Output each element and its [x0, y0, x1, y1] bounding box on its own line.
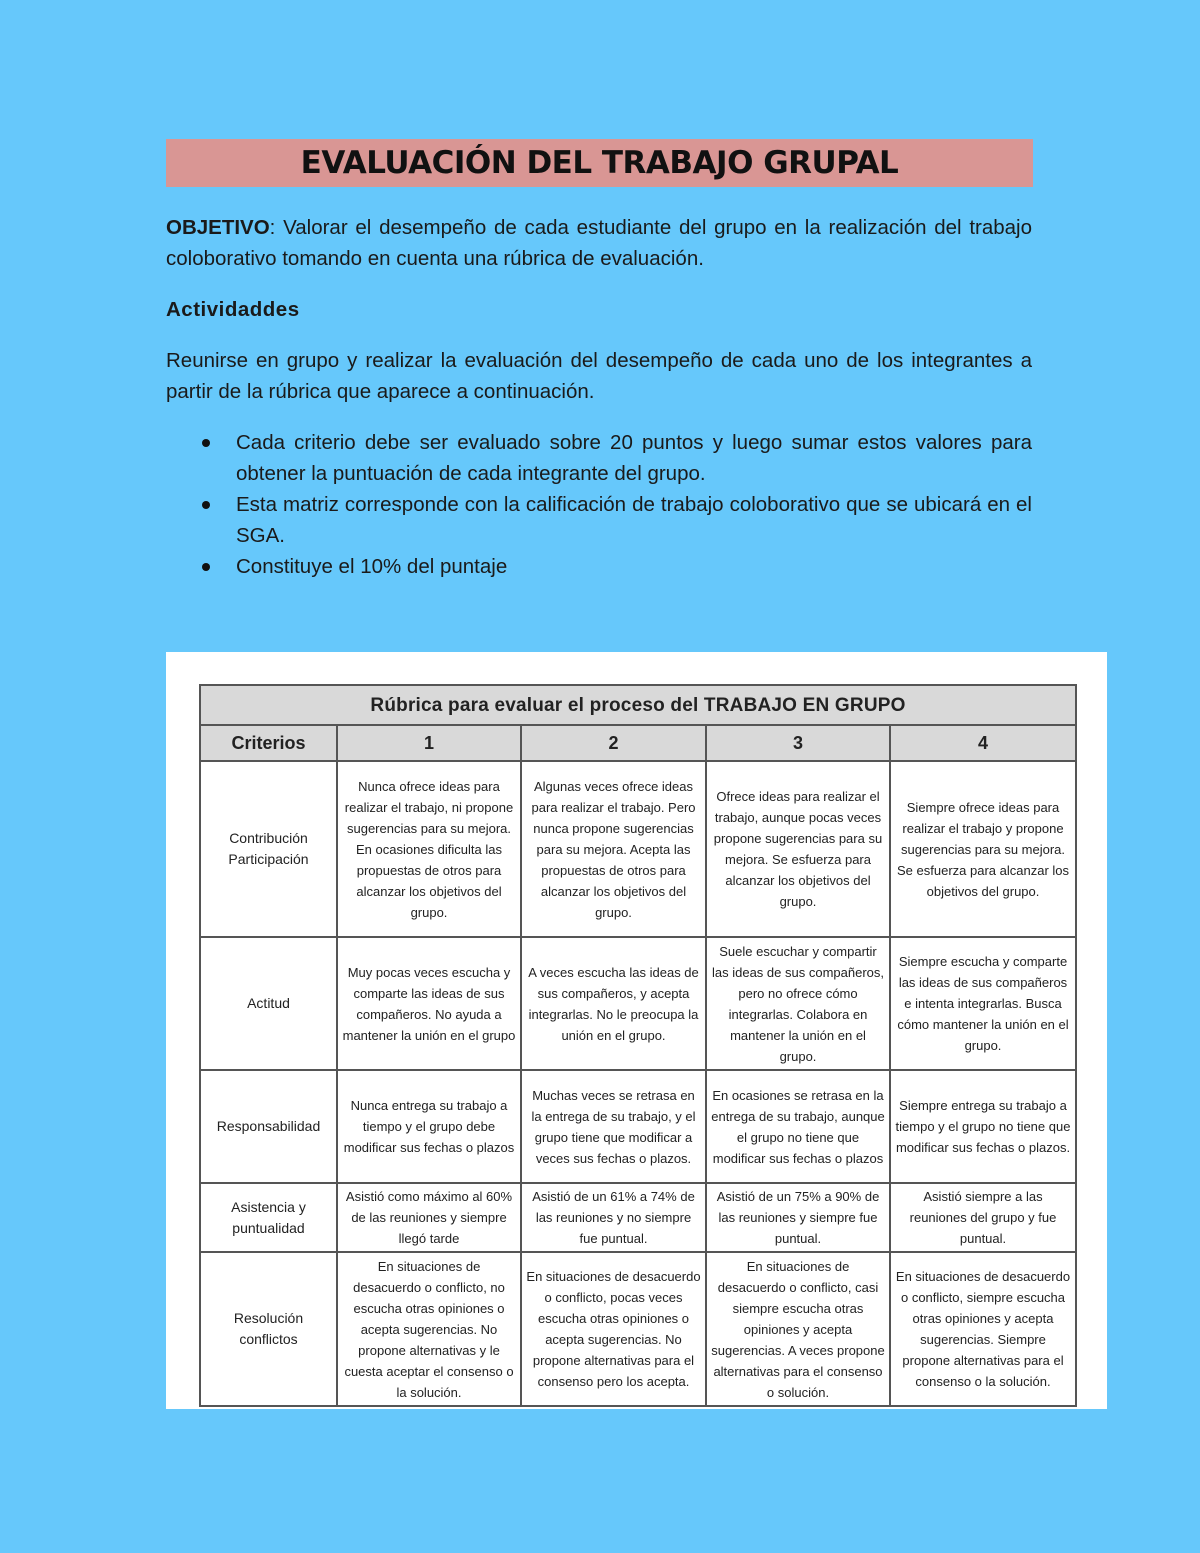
rubric-cell: Siempre ofrece ideas para realizar el trabajo y propone sugerencias para su mejora. Se esfuerza para alcanzar los objetivos del grupo. — [890, 761, 1076, 937]
table-row — [200, 1252, 1076, 1406]
rubric-cell: Suele escuchar y compartir las ideas de sus compañeros, pero no ofrece cómo integrarlas. Colabora en mantener la unión en el grupo. — [706, 937, 890, 1070]
rubric-cell: Ofrece ideas para realizar el trabajo, aunque pocas veces propone sugerencias para su mejora. Se esfuerza para alcanzar los objetivos del grupo. — [706, 761, 890, 937]
bullet-dot-icon — [202, 439, 210, 447]
rubric-image-card — [166, 652, 1107, 1409]
objective-paragraph — [166, 212, 1032, 274]
rubric-table — [199, 684, 1077, 1407]
bullet-dot-icon — [202, 501, 210, 509]
objective-text: : Valorar el desempeño de cada estudiante del grupo en la realización del trabajo coloborativo tomando en cuenta una rúbrica de evaluación. — [166, 216, 1032, 270]
header-score-1: 1 — [337, 725, 521, 761]
rubric-cell: En situaciones de desacuerdo o conflicto, no escucha otras opiniones o acepta sugerencias. No propone alternativas y le cuesta aceptar el consenso o la solución. — [337, 1252, 521, 1406]
header-criterios: Criterios — [200, 725, 337, 761]
rubric-cell: A veces escucha las ideas de sus compañeros, y acepta integrarlas. No le preocupa la unión en el grupo. — [521, 937, 706, 1070]
rubric-cell: Algunas veces ofrece ideas para realizar el trabajo. Pero nunca propone sugerencias para su mejora. Acepta las propuestas de otros para alcanzar los objetivos del grupo. — [521, 761, 706, 937]
rubric-cell: En ocasiones se retrasa en la entrega de su trabajo, aunque el grupo no tiene que modificar sus fechas o plazos — [706, 1070, 890, 1183]
rubric-cell: Siempre entrega su trabajo a tiempo y el grupo no tiene que modificar sus fechas o plazos. — [890, 1070, 1076, 1183]
activities-bullet-list — [166, 427, 1032, 582]
title-banner — [166, 139, 1033, 187]
activities-heading: Actividaddes — [166, 298, 300, 321]
activities-intro: Reunirse en grupo y realizar la evaluación del desempeño de cada uno de los integrantes a partir de la rúbrica que aparece a continuación. — [166, 349, 1032, 403]
objective-label: OBJETIVO — [166, 216, 270, 239]
header-score-4: 4 — [890, 725, 1076, 761]
rubric-cell: En situaciones de desacuerdo o conflicto, siempre escucha otras opiniones y acepta sugerencias. Siempre propone alternativas para el consenso o la solución. — [890, 1252, 1076, 1406]
criterion-cell: Resolución conflictos — [200, 1252, 337, 1406]
table-row — [200, 761, 1076, 937]
rubric-cell: Asistió como máximo al 60% de las reuniones y siempre llegó tarde — [337, 1183, 521, 1252]
rubric-cell: Asistió de un 61% a 74% de las reuniones y no siempre fue puntual. — [521, 1183, 706, 1252]
criterion-cell: Contribución Participación — [200, 761, 337, 937]
bullet-text: Esta matriz corresponde con la calificación de trabajo coloborativo que se ubicará en el SGA. — [236, 493, 1032, 547]
rubric-cell: Muy pocas veces escucha y comparte las ideas de sus compañeros. No ayuda a mantener la unión en el grupo — [337, 937, 521, 1070]
header-score-2: 2 — [521, 725, 706, 761]
page-title: EVALUACIÓN DEL TRABAJO GRUPAL — [300, 145, 899, 181]
rubric-cell: En situaciones de desacuerdo o conflicto, pocas veces escucha otras opiniones o acepta sugerencias. No propone alternativas para el consenso pero los acepta. — [521, 1252, 706, 1406]
rubric-cell: Asistió siempre a las reuniones del grupo y fue puntual. — [890, 1183, 1076, 1252]
criterion-cell: Responsabilidad — [200, 1070, 337, 1183]
rubric-caption: Rúbrica para evaluar el proceso del TRABAJO EN GRUPO — [200, 685, 1076, 725]
table-row — [200, 1183, 1076, 1252]
bullet-item — [166, 551, 1032, 582]
rubric-cell: Muchas veces se retrasa en la entrega de su trabajo, y el grupo tiene que modificar a veces sus fechas o plazos. — [521, 1070, 706, 1183]
rubric-cell: Siempre escucha y comparte las ideas de sus compañeros e intenta integrarlas. Busca cómo mantener la unión en el grupo. — [890, 937, 1076, 1070]
bullet-item — [166, 427, 1032, 489]
rubric-cell: Nunca entrega su trabajo a tiempo y el grupo debe modificar sus fechas o plazos — [337, 1070, 521, 1183]
bullet-dot-icon — [202, 563, 210, 571]
table-row — [200, 1070, 1076, 1183]
criterion-cell: Actitud — [200, 937, 337, 1070]
bullet-item — [166, 489, 1032, 551]
table-row — [200, 937, 1076, 1070]
bullet-text: Cada criterio debe ser evaluado sobre 20 puntos y luego sumar estos valores para obtener la puntuación de cada integrante del grupo. — [236, 431, 1032, 485]
rubric-cell: En situaciones de desacuerdo o conflicto, casi siempre escucha otras opiniones y acepta sugerencias. A veces propone alternativas para el consenso o solución. — [706, 1252, 890, 1406]
header-score-3: 3 — [706, 725, 890, 761]
criterion-cell: Asistencia y puntualidad — [200, 1183, 337, 1252]
bullet-text: Constituye el 10% del puntaje — [236, 555, 508, 578]
rubric-cell: Asistió de un 75% a 90% de las reuniones y siempre fue puntual. — [706, 1183, 890, 1252]
rubric-cell: Nunca ofrece ideas para realizar el trabajo, ni propone sugerencias para su mejora. En ocasiones dificulta las propuestas de otros para alcanzar los objetivos del grupo. — [337, 761, 521, 937]
